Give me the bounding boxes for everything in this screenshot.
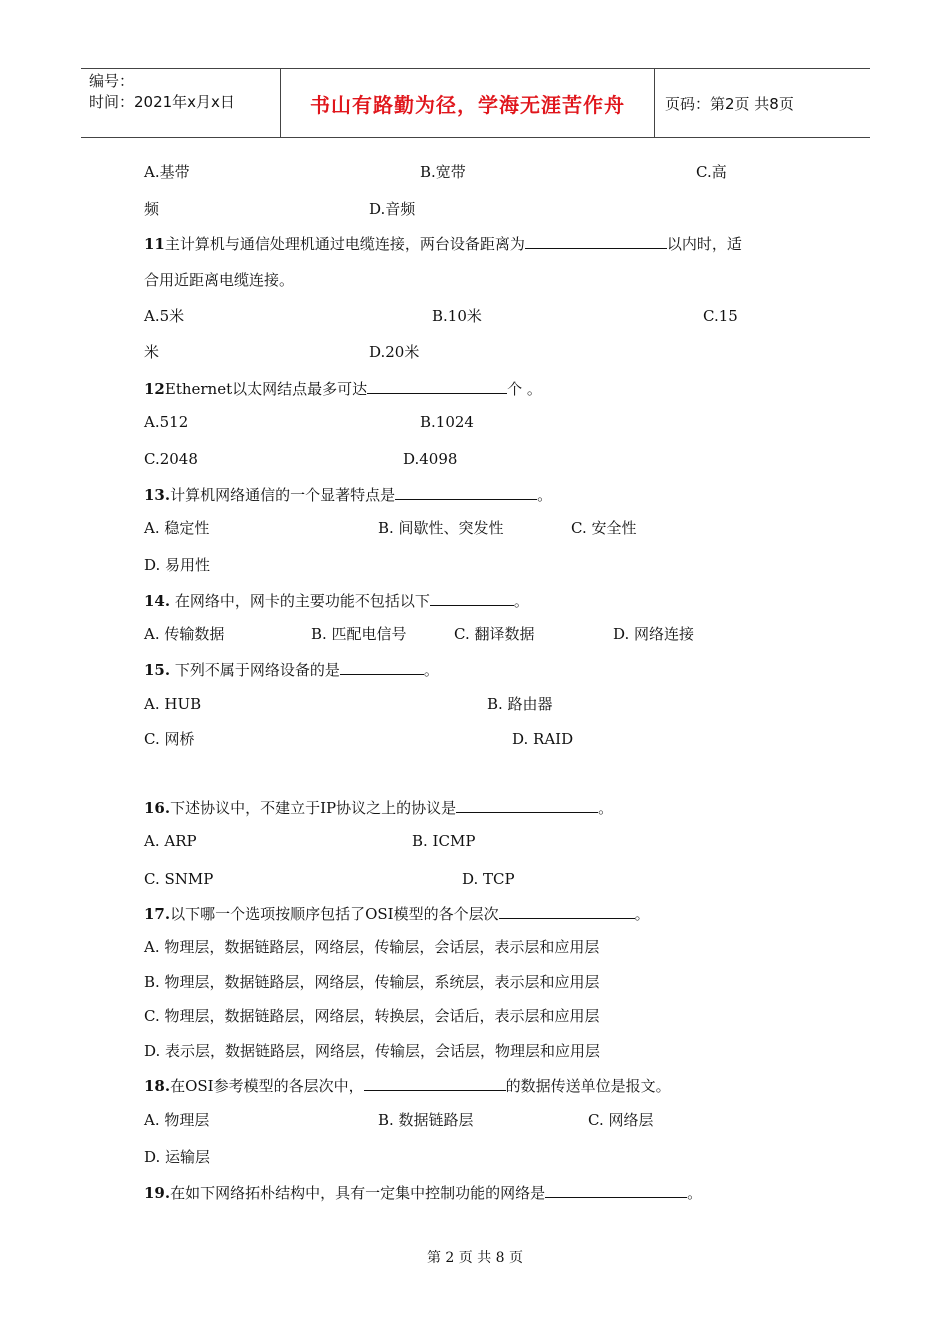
q11-question-cont: 合用近距离电缆连接。 <box>144 271 295 289</box>
q19-question <box>144 1182 702 1203</box>
page-footer: 第 2 页 共 8 页 <box>426 1250 524 1266</box>
q17-blank <box>499 903 635 919</box>
q11-text: 主计算机与通信处理机通过电缆连接，两台设备距离为 <box>164 235 525 253</box>
q12-option-c: C.2048 <box>144 450 198 468</box>
q13-text: 计算机网络通信的一个显著特点是 <box>170 486 396 504</box>
q13-question <box>144 484 552 505</box>
q17-text-end: 。 <box>634 905 650 923</box>
number-label: 编号： <box>89 72 135 90</box>
header-motto-cell <box>281 69 655 137</box>
q15-option-a: A. HUB <box>144 695 202 713</box>
motto: 书山有路勤为径，学海无涯苦作舟 <box>310 92 625 117</box>
q18-blank <box>364 1075 506 1091</box>
header-page-cell <box>655 69 870 137</box>
q13-option-d: D. 易用性 <box>144 556 211 574</box>
q13-option-c: C. 安全性 <box>571 519 637 537</box>
q12-text: Ethernet以太网结点最多可达 <box>164 380 368 398</box>
q15-option-d: D. RAID <box>512 730 574 748</box>
q12-question <box>144 378 542 399</box>
q11-blank <box>525 233 667 249</box>
q17-option-c: C. 物理层，数据链路层，网络层，转换层，会话后，表示层和应用层 <box>144 1007 600 1025</box>
q12-number: 12 <box>144 380 165 398</box>
q14-text: 在网络中，网卡的主要功能不包括以下 <box>170 592 430 610</box>
q18-option-c: C. 网络层 <box>588 1111 654 1129</box>
q11-question <box>144 233 742 254</box>
q15-question <box>144 659 439 680</box>
page-header <box>81 68 870 138</box>
q16-option-d: D. TCP <box>462 870 515 888</box>
q16-blank <box>456 797 598 813</box>
q18-text: 在OSI参考模型的各层次中， <box>170 1077 364 1095</box>
q17-option-b: B. 物理层，数据链路层，网络层，传输层，系统层，表示层和应用层 <box>144 973 600 991</box>
q17-question <box>144 903 650 924</box>
q16-option-c: C. SNMP <box>144 870 214 888</box>
q16-text-end: 。 <box>598 799 614 817</box>
q17-option-a: A. 物理层，数据链路层，网络层，传输层，会话层，表示层和应用层 <box>144 938 600 956</box>
q13-blank <box>395 484 537 500</box>
q19-number: 19. <box>144 1184 171 1202</box>
q14-option-b: B. 匹配电信号 <box>311 625 407 643</box>
q11-option-c-cont: 米 <box>144 343 160 361</box>
q18-number: 18. <box>144 1077 171 1095</box>
page-label: 页码：第2页 共8页 <box>665 94 794 113</box>
q14-option-c: C. 翻译数据 <box>454 625 535 643</box>
q11-option-d: D.20米 <box>369 343 420 361</box>
q10-option-b: B.宽带 <box>420 163 466 181</box>
q18-question <box>144 1075 671 1096</box>
q18-option-b: B. 数据链路层 <box>378 1111 474 1129</box>
header-meta <box>81 69 281 137</box>
date-label: 时间：2021年x月x日 <box>89 93 235 111</box>
q17-option-d: D. 表示层，数据链路层，网络层，传输层，会话层，物理层和应用层 <box>144 1042 601 1060</box>
q18-text-end: 的数据传送单位是报文。 <box>505 1077 671 1095</box>
q11-option-c: C.15 <box>703 307 738 325</box>
q15-text-end: 。 <box>423 661 439 679</box>
q16-option-a: A. ARP <box>144 832 197 850</box>
q15-text: 下列不属于网络设备的是 <box>170 661 340 679</box>
q16-text: 下述协议中，不建立于IP协议之上的协议是 <box>170 799 457 817</box>
q16-question <box>144 797 613 818</box>
q19-text: 在如下网络拓朴结构中，具有一定集中控制功能的网络是 <box>170 1184 546 1202</box>
q11-number: 11 <box>144 235 165 253</box>
q19-text-end: 。 <box>687 1184 703 1202</box>
q15-option-b: B. 路由器 <box>487 695 553 713</box>
q14-option-d: D. 网络连接 <box>613 625 695 643</box>
q14-question <box>144 590 529 611</box>
q14-blank <box>430 590 514 606</box>
q10-option-c-cont: 频 <box>144 200 160 218</box>
q12-option-d: D.4098 <box>403 450 458 468</box>
q11-text-end: 以内时，适 <box>666 235 742 253</box>
q12-option-a: A.512 <box>144 413 189 431</box>
q11-option-a: A.5米 <box>144 307 185 325</box>
q15-blank <box>340 659 424 675</box>
q13-number: 13. <box>144 486 171 504</box>
q16-option-b: B. ICMP <box>412 832 476 850</box>
q12-text-end: 个 。 <box>507 380 542 398</box>
q19-blank <box>545 1182 687 1198</box>
q15-option-c: C. 网桥 <box>144 730 195 748</box>
q13-option-b: B. 间歇性、突发性 <box>378 519 504 537</box>
q13-option-a: A. 稳定性 <box>144 519 210 537</box>
q17-number: 17. <box>144 905 171 923</box>
q12-blank <box>367 378 507 394</box>
q14-text-end: 。 <box>513 592 529 610</box>
q14-number: 14. <box>144 592 171 610</box>
q10-option-a: A.基带 <box>144 163 190 181</box>
q10-option-d: D.音频 <box>369 200 416 218</box>
q13-text-end: 。 <box>537 486 553 504</box>
q11-option-b: B.10米 <box>432 307 482 325</box>
q17-text: 以下哪一个选项按顺序包括了OSI模型的各个层次 <box>170 905 499 923</box>
q18-option-d: D. 运输层 <box>144 1148 211 1166</box>
q16-number: 16. <box>144 799 171 817</box>
q15-number: 15. <box>144 661 171 679</box>
q10-option-c: C.高 <box>696 163 727 181</box>
q12-option-b: B.1024 <box>420 413 474 431</box>
q14-option-a: A. 传输数据 <box>144 625 225 643</box>
q18-option-a: A. 物理层 <box>144 1111 210 1129</box>
